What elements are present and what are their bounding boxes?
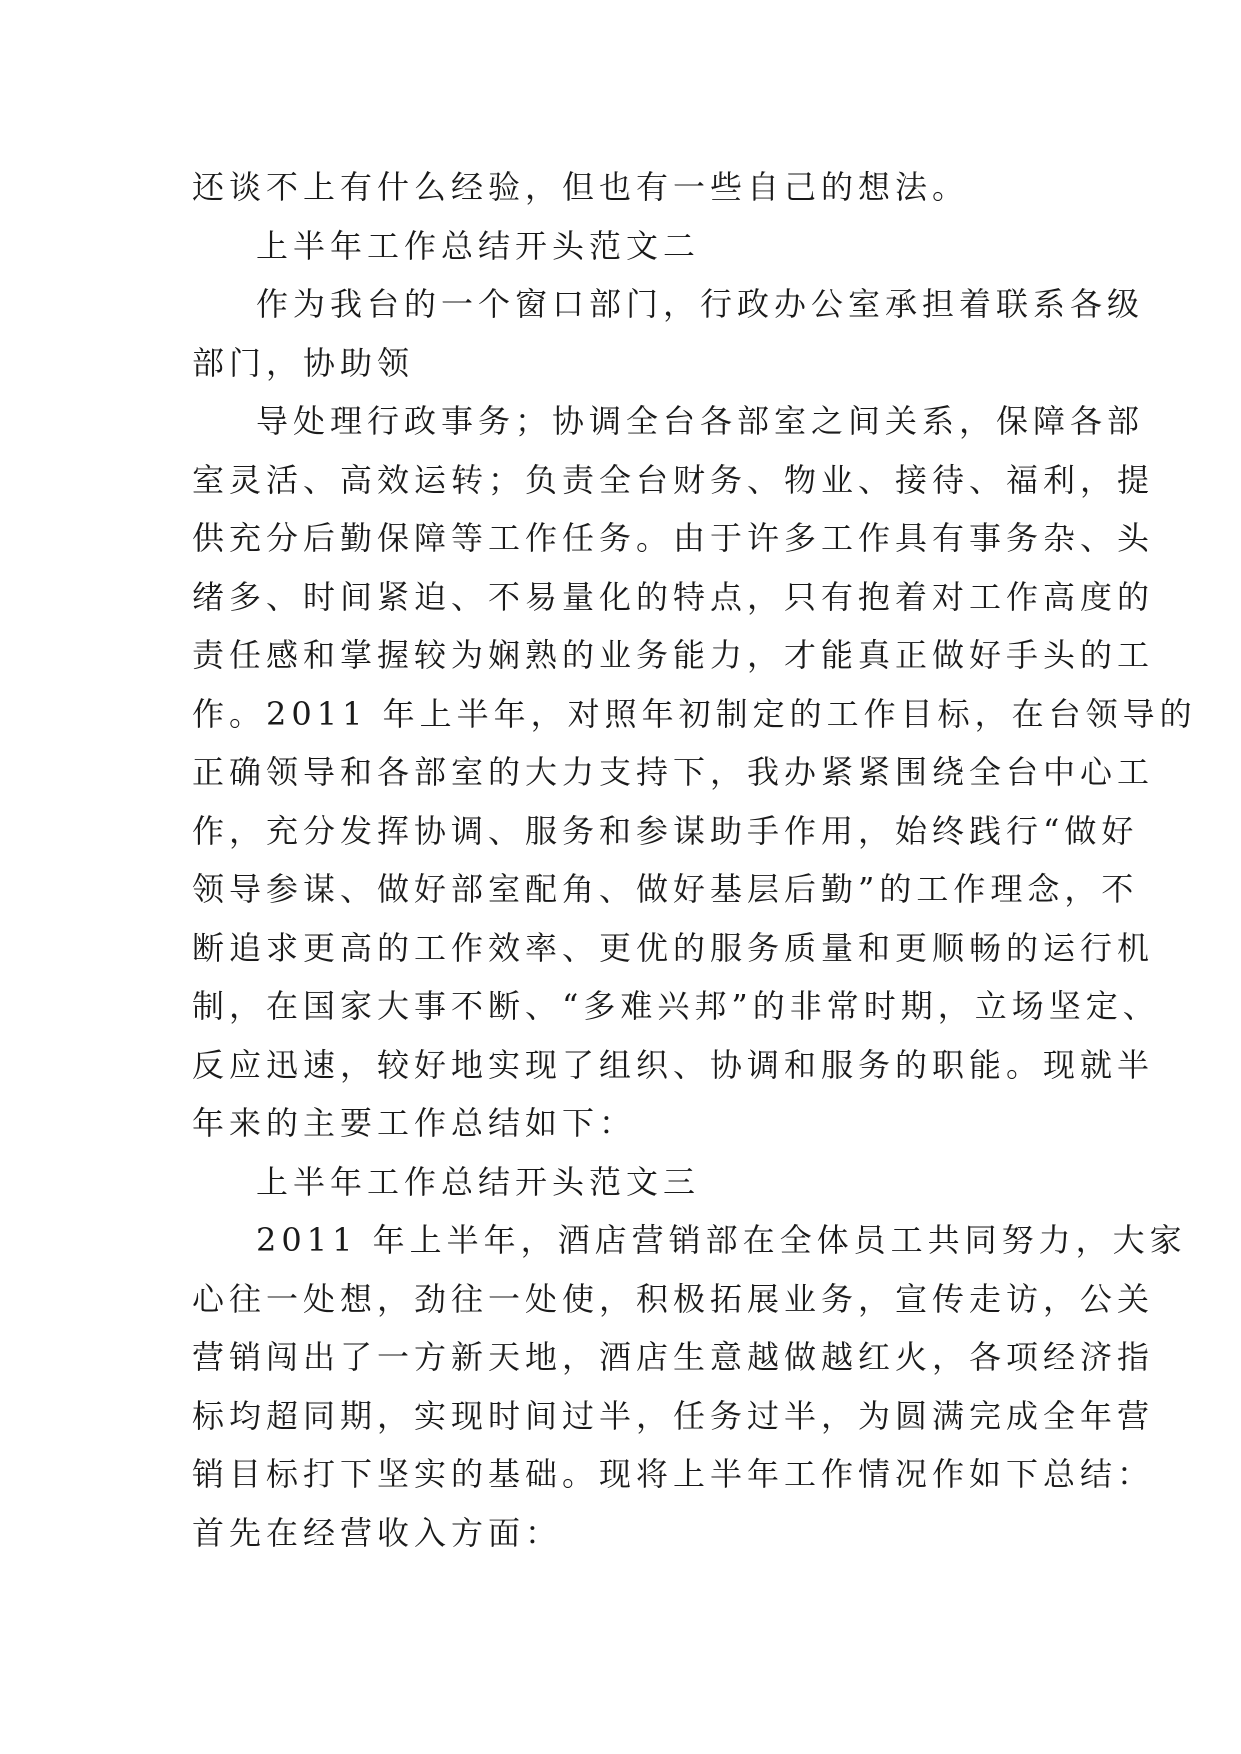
text-line: 作。2011 年上半年，对照年初制定的工作目标，在台领导的 <box>192 694 1197 733</box>
document-body <box>192 158 1197 1562</box>
text-line: 标均超同期，实现时间过半，任务过半，为圆满完成全年营 <box>192 1396 1155 1435</box>
text-line: 反应迅速，较好地实现了组织、协调和服务的职能。现就半 <box>192 1045 1155 1084</box>
text-line: 供充分后勤保障等工作任务。由于许多工作具有事务杂、头 <box>192 519 1155 557</box>
text-line: 年来的主要工作总结如下： <box>192 1104 637 1142</box>
section-heading-sample-2: 上半年工作总结开头范文二 <box>256 226 701 265</box>
text-line: 导处理行政事务；协调全台各部室之间关系，保障各部 <box>256 402 1145 440</box>
text-line: 正确领导和各部室的大力支持下，我办紧紧围绕全台中心工 <box>192 753 1155 791</box>
text-line: 绪多、时间紧迫、不易量化的特点，只有抱着对工作高度的 <box>192 577 1155 616</box>
text-line: 断追求更高的工作效率、更优的服务质量和更顺畅的运行机 <box>192 928 1155 967</box>
text-line: 制，在国家大事不断、“多难兴邦”的非常时期，立场坚定、 <box>192 987 1160 1025</box>
text-line: 作为我台的一个窗口部门，行政办公室承担着联系各级 <box>256 285 1145 323</box>
section-heading-sample-3: 上半年工作总结开头范文三 <box>256 1162 701 1201</box>
text-line: 领导参谋、做好部室配角、做好基层后勤”的工作理念，不 <box>192 870 1139 908</box>
text-line: 责任感和掌握较为娴熟的业务能力，才能真正做好手头的工 <box>192 636 1155 674</box>
text-line: 首先在经营收入方面： <box>192 1513 563 1552</box>
text-line: 还谈不上有什么经验，但也有一些自己的想法。 <box>192 168 970 206</box>
text-line: 部门，协助领 <box>192 343 415 382</box>
text-line: 心往一处想，劲往一处使，积极拓展业务，宣传走访，公关 <box>192 1279 1155 1318</box>
text-line: 室灵活、高效运转；负责全台财务、物业、接待、福利，提 <box>192 460 1155 499</box>
text-line: 销目标打下坚实的基础。现将上半年工作情况作如下总结： <box>192 1455 1155 1493</box>
text-line: 作，充分发挥协调、服务和参谋助手作用，始终践行“做好 <box>192 811 1139 850</box>
text-line: 营销闯出了一方新天地，酒店生意越做越红火，各项经济指 <box>192 1338 1155 1376</box>
text-line: 2011 年上半年，酒店营销部在全体员工共同努力，大家 <box>256 1221 1187 1259</box>
